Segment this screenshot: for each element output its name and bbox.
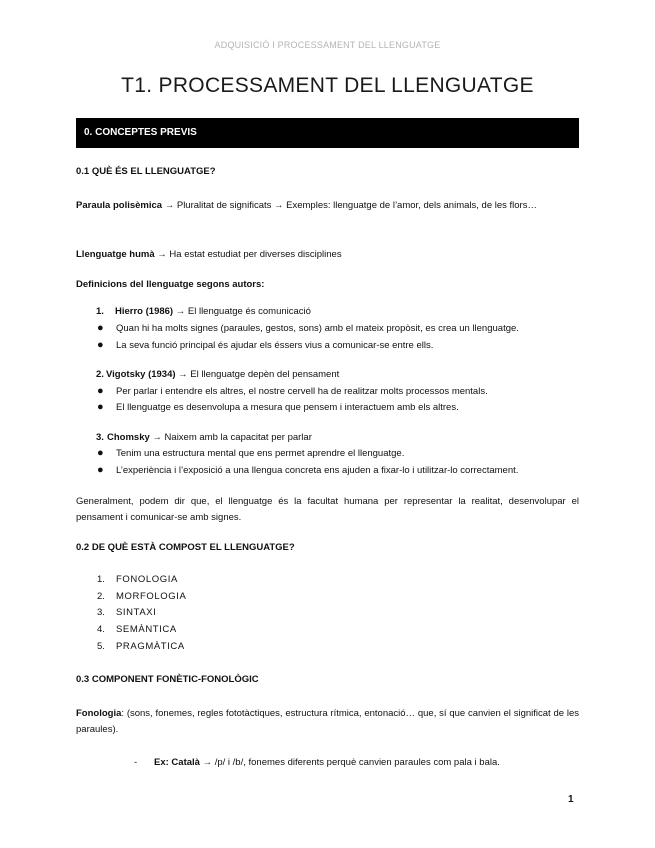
author-item-hierro [96,306,576,317]
bullet-text: L’experiència i l’exposició a una llengua concreta ens ajuden a fixar-lo i utilitzar-lo correctament. [116,465,519,476]
list-label: SEMÀNTICA [116,624,177,635]
bullet-icon: ● [97,401,104,413]
text-human-language: → Ha estat estudiat per diverses disciplines [154,249,342,260]
list-number: 1. [97,574,105,585]
list-item-morfologia [97,591,186,602]
example-label: Ex: Català [154,757,200,768]
author-thesis: → El llenguatge depèn del pensament [175,369,340,380]
author-number: 1. [96,306,104,317]
paragraph-human-language [76,247,579,263]
author-item-vigotsky [96,369,576,380]
text-polysemic: → Pluralitat de significats → Exemples: llenguatge de l’amor, dels animals, de les flors… [162,200,537,211]
author-thesis: → El llenguatge és comunicació [173,306,311,317]
list-number: 5. [97,641,105,652]
paragraph-fonologia [76,706,579,738]
author-number: 3. [96,432,104,443]
section-banner: 0. CONCEPTES PREVIS [76,118,579,148]
document-title: T1. PROCESSAMENT DEL LLENGUATGE [121,74,534,97]
bullet-item [97,402,577,413]
bullet-icon: ● [97,385,104,397]
bullet-item [97,323,577,334]
dash-marker: - [134,757,138,768]
list-number: 2. [97,591,105,602]
bullet-icon: ● [97,322,104,334]
list-number: 3. [97,607,105,618]
list-label: MORFOLOGIA [116,591,187,602]
list-number: 4. [97,624,105,635]
bullet-icon: ● [97,464,104,476]
list-label: PRAGMÀTICA [116,641,185,652]
bullet-text: Quan hi ha molts signes (paraules, gestos, sons) amb el mateix propòsit, es crea un llenguatge. [116,323,519,334]
example-text: → /p/ i /b/, fonemes diferents perquè canvien paraules com pala i bala. [199,757,500,768]
bullet-item [97,386,577,397]
bullet-text: El llenguatge es desenvolupa a mesura que pensem i interactuem amb els altres. [116,402,459,413]
bullet-text: Tenim una estructura mental que ens permet aprendre el llenguatge. [116,448,405,459]
author-item-chomsky [96,432,576,443]
paragraph-polysemic [76,198,579,214]
term-polysemic: Paraula polisèmica [76,200,163,211]
author-thesis: → Naixem amb la capacitat per parlar [149,432,312,443]
list-item-sintaxi [97,607,156,618]
list-label: FONOLOGIA [116,574,178,585]
list-item-pragmatica [97,641,185,652]
bullet-icon: ● [97,339,104,351]
paragraph-definitions-intro: Definicions del llenguatge segons autors: [76,279,265,290]
section-heading-0-3: 0.3 COMPONENT FONÈTIC-FONOLÒGIC [76,674,259,685]
list-item-semantica [97,624,177,635]
list-label: SINTAXI [116,607,157,618]
author-name: Vigotsky (1934) [106,369,176,380]
text-fonologia: : (sons, fonemes, regles fototàctiques, estructura rítmica, entonació… que, sí que canvien el significat de les paraules). [76,708,579,735]
term-human-language: Llenguatge humà [76,249,155,260]
bullet-icon: ● [97,447,104,459]
bullet-item [97,340,577,351]
bullet-item [97,448,577,459]
example-item [134,757,584,768]
list-item-fonologia [97,574,178,585]
section-heading-0-2: 0.2 DE QUÈ ESTÀ COMPOST EL LLENGUATGE? [76,542,295,553]
author-name: Hierro (1986) [115,306,174,317]
bullet-item [97,465,577,476]
running-header: ADQUISICIÓ I PROCESSAMENT DEL LLENGUATGE [214,40,441,50]
term-fonologia: Fonologia [76,708,122,719]
paragraph-summary: Generalment, podem dir que, el llenguatge és la facultat humana per representar la realitat, desenvolupar el pensament i comunicar-se amb signes. [76,496,579,523]
author-name: Chomsky [107,432,150,443]
page-number: 1 [568,794,574,805]
bullet-text: Per parlar i entendre els altres, el nostre cervell ha de realitzar molts processos mentals. [116,386,488,397]
author-number: 2. [96,369,104,380]
bullet-text: La seva funció principal és ajudar els éssers vius a comunicar-se entre ells. [116,340,434,351]
section-heading-0-1: 0.1 QUÈ ÉS EL LLENGUATGE? [76,166,216,177]
